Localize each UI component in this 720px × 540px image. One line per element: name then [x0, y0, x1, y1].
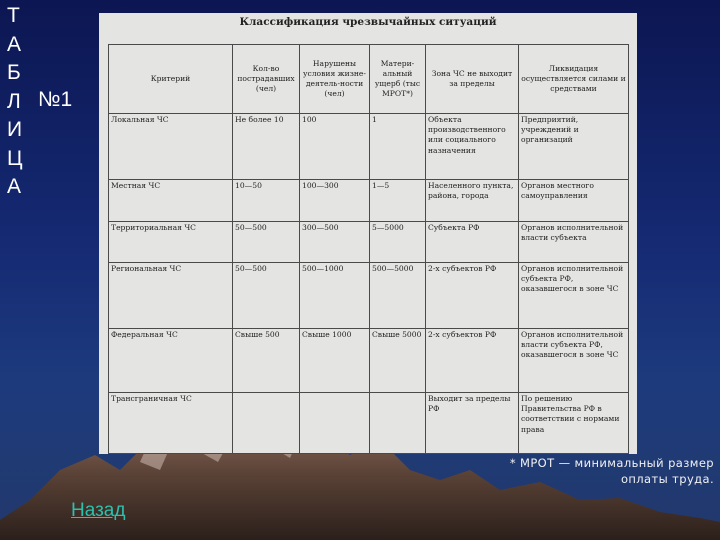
- table-cell: Органов местного самоуправления: [519, 180, 629, 222]
- table-cell: Федеральная ЧС: [109, 329, 233, 393]
- table-cell: 1: [370, 114, 426, 180]
- table-cell: Объекта производственного или социального назначения: [426, 114, 519, 180]
- table-cell: 100—300: [300, 180, 370, 222]
- title-letter: А: [7, 175, 22, 198]
- header-cell: Критерий: [109, 45, 233, 114]
- table-cell: 100: [300, 114, 370, 180]
- header-cell: Кол-во пострадавших (чел): [233, 45, 300, 114]
- table-number: №1: [38, 88, 73, 111]
- table-cell: 50—500: [233, 263, 300, 329]
- table-cell: Свыше 5000: [370, 329, 426, 393]
- vertical-title: [7, 2, 23, 202]
- table-cell: 500—5000: [370, 263, 426, 329]
- table-cell: Территориальная ЧС: [109, 222, 233, 263]
- table-cell: 300—500: [300, 222, 370, 263]
- table-cell: Свыше 500: [233, 329, 300, 393]
- table-cell: 5—5000: [370, 222, 426, 263]
- title-letter: И: [7, 118, 23, 141]
- table-cell: Локальная ЧС: [109, 114, 233, 180]
- table-cell: [233, 393, 300, 454]
- table-cell: Субъекта РФ: [426, 222, 519, 263]
- header-cell: Матери-альный ущерб (тыс МРОТ*): [370, 45, 426, 114]
- table-row: [109, 329, 629, 393]
- title-letter: Ц: [7, 146, 23, 170]
- table-cell: 1—5: [370, 180, 426, 222]
- table-cell: Населенного пункта, района, города: [426, 180, 519, 222]
- table-cell: Не более 10: [233, 114, 300, 180]
- table-header-row: [109, 45, 629, 114]
- title-letter: Л: [7, 89, 21, 113]
- table-row: [109, 180, 629, 222]
- table-cell: Органов исполнительной власти субъекта РФ, оказавшегося в зоне ЧС: [519, 329, 629, 393]
- table-row: [109, 263, 629, 329]
- table-cell: Свыше 1000: [300, 329, 370, 393]
- mrot-footnote: * МРОТ — минимальный размер оплаты труда.: [509, 456, 714, 486]
- title-letter: Т: [7, 4, 20, 27]
- table-cell: Органов исполнительной власти субъекта: [519, 222, 629, 263]
- header-cell: Нарушены условия жизне-деятель-ности (чел): [300, 45, 370, 114]
- table-row: [109, 222, 629, 263]
- header-cell: Зона ЧС не выходит за пределы: [426, 45, 519, 114]
- back-link[interactable]: Назад: [71, 500, 126, 521]
- table-cell: 500—1000: [300, 263, 370, 329]
- scan-title: Классификация чрезвычайных ситуаций: [239, 16, 497, 28]
- table-cell: Предприятий, учреждений и организаций: [519, 114, 629, 180]
- table-cell: [370, 393, 426, 454]
- table-cell: Трансграничная ЧС: [109, 393, 233, 454]
- title-letter: Б: [7, 61, 21, 84]
- table-cell: Органов исполнительной субъекта РФ, оказавшегося в зоне ЧС: [519, 263, 629, 329]
- table-cell: Выходит за пределы РФ: [426, 393, 519, 454]
- header-cell: Ликвидация осуществляется силами и средствами: [519, 45, 629, 114]
- table-cell: Местная ЧС: [109, 180, 233, 222]
- table-row: [109, 393, 629, 454]
- table-cell: 2-х субъектов РФ: [426, 329, 519, 393]
- table-cell: Региональная ЧС: [109, 263, 233, 329]
- table-cell: По решению Правительства РФ в соответствии с нормами права: [519, 393, 629, 454]
- table-cell: [300, 393, 370, 454]
- classification-table: [108, 44, 629, 454]
- table-cell: 50—500: [233, 222, 300, 263]
- table-cell: 10—50: [233, 180, 300, 222]
- table-row: [109, 114, 629, 180]
- title-letter: А: [7, 32, 22, 56]
- scanned-table-image: [99, 13, 637, 454]
- table-cell: 2-х субъектов РФ: [426, 263, 519, 329]
